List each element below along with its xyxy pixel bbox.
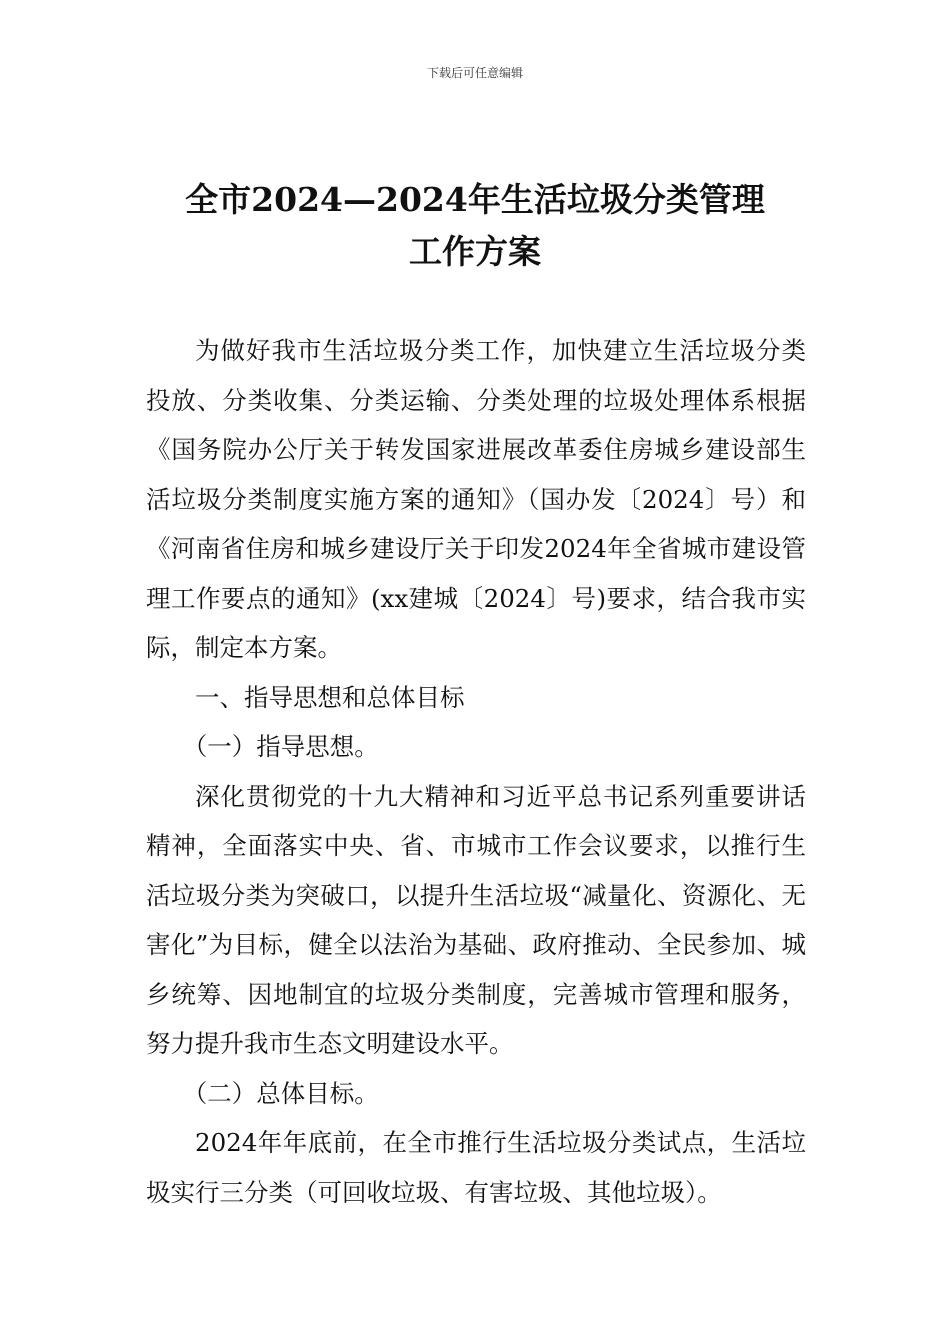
document-title-line-1: 全市2024—2024年生活垃圾分类管理 — [185, 180, 765, 219]
document-title-line-2: 工作方案 — [409, 232, 541, 271]
section-1-1-paragraph: 深化贯彻党的十九大精神和习近平总书记系列重要讲话精神，全面落实中央、省、市城市工作会议要求，以推行生活垃圾分类为突破口，以提升生活垃圾“减量化、资源化、无害化”为目标，健全以法治为基础、政府推动、全民参加、城乡统筹、因地制宜的垃圾分类制度，完善城市管理和服务，努力提升我市生态文明建设水平。 — [146, 781, 806, 1058]
section-1-heading: 一、指导思想和总体目标 — [195, 682, 465, 712]
section-1-2-paragraph: 2024年年底前，在全市推行生活垃圾分类试点，生活垃圾实行三分类（可回收垃圾、有害垃圾、其他垃圾）。 — [146, 1128, 806, 1207]
section-1-1-heading: （一）指导思想。 — [182, 732, 379, 761]
page-header-note: 下载后可任意编辑 — [426, 66, 523, 80]
document-title — [100, 174, 850, 278]
section-1-2-heading: （二）总体目标。 — [182, 1078, 379, 1108]
intro-paragraph: 为做好我市生活垃圾分类工作，加快建立生活垃圾分类投放、分类收集、分类运输、分类处理的垃圾处理体系根据《国务院办公厅关于转发国家进展改革委住房城乡建设部生活垃圾分类制度实施方案的通知》（国办发〔2024〕号）和《河南省住房和城乡建设厅关于印发2024年全省城市建设管理工作要点的通知》(xx建城〔2024〕号)要求，结合我市实际，制定本方案。 — [146, 336, 806, 662]
document-body — [146, 326, 806, 1217]
